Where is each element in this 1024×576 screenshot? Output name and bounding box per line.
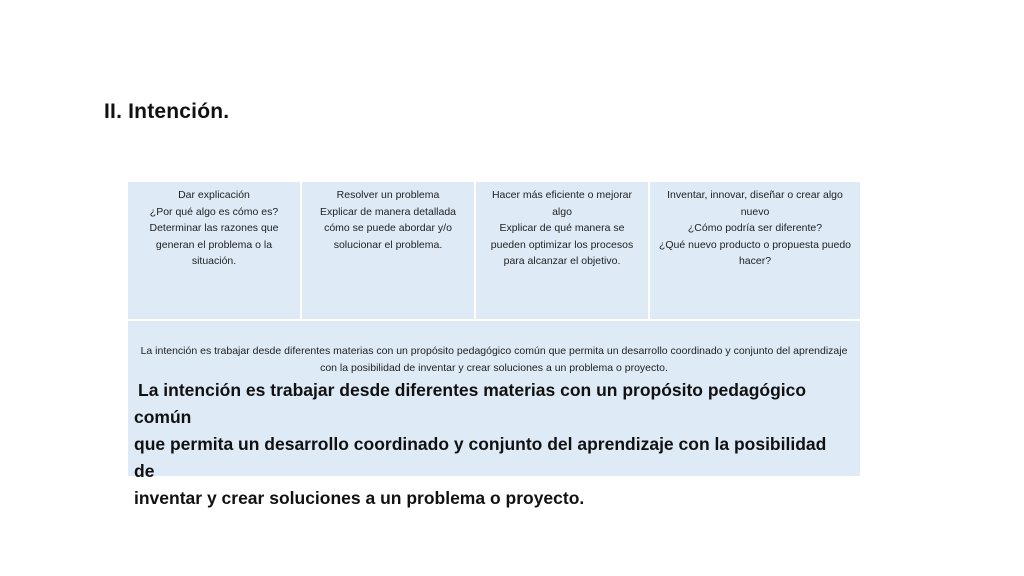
cell-line: solucionar el problema.: [333, 238, 443, 251]
cell-line: hacer?: [738, 255, 772, 267]
table-cell-explain: [128, 182, 300, 319]
table-cell-solve: [302, 182, 474, 319]
cell-line: cómo se puede abordar y/o: [324, 222, 452, 234]
cell-line: algo: [552, 205, 572, 218]
cell-line: Determinar las razones que: [149, 222, 279, 234]
cell-line: ¿Cómo podría ser diferente?: [687, 222, 823, 234]
cell-line: generan el problema o la: [155, 238, 273, 251]
slide-title: II. Intención.: [104, 100, 230, 123]
cell-line: ¿Por qué algo es cómo es?: [149, 205, 279, 218]
intention-summary-small: [134, 343, 854, 377]
summary-small-line: con la posibilidad de inventar y crear soluciones a un problema o proyecto.: [320, 362, 668, 374]
cell-line: Resolver un problema: [336, 189, 440, 201]
cell-line: Explicar de qué manera se: [499, 222, 625, 234]
cell-line: situación.: [191, 255, 237, 267]
cell-line: Dar explicación: [178, 189, 250, 201]
table-cell-invent: [650, 182, 860, 319]
cell-line: Explicar de manera detallada: [320, 205, 456, 218]
table-cell-intention-summary: [128, 321, 860, 508]
cell-line: Inventar, innovar, diseñar o crear algo: [667, 189, 843, 201]
cell-line: ¿Qué nuevo producto o propuesta puedo: [658, 238, 852, 251]
summary-large-line: inventar y crear soluciones a un problema o proyecto.: [134, 488, 585, 508]
cell-line: nuevo: [740, 205, 770, 218]
cell-line: pueden optimizar los procesos: [490, 238, 634, 251]
cell-line: Hacer más eficiente o mejorar: [491, 189, 633, 201]
cell-line: para alcanzar el objetivo.: [503, 255, 621, 267]
summary-large-line: La intención es trabajar desde diferentes materias con un propósito pedagógico común: [134, 380, 807, 427]
intention-summary-large: [134, 377, 844, 512]
summary-small-line: La intención es trabajar desde diferentes materias con un propósito pedagógico común que permita un desarrollo coordinado y conjunto del aprendizaje: [140, 345, 848, 357]
intention-table: [128, 182, 860, 508]
summary-large-line: que permita un desarrollo coordinado y conjunto del aprendizaje con la posibilidad de: [134, 434, 827, 481]
table-cell-improve: [476, 182, 648, 319]
